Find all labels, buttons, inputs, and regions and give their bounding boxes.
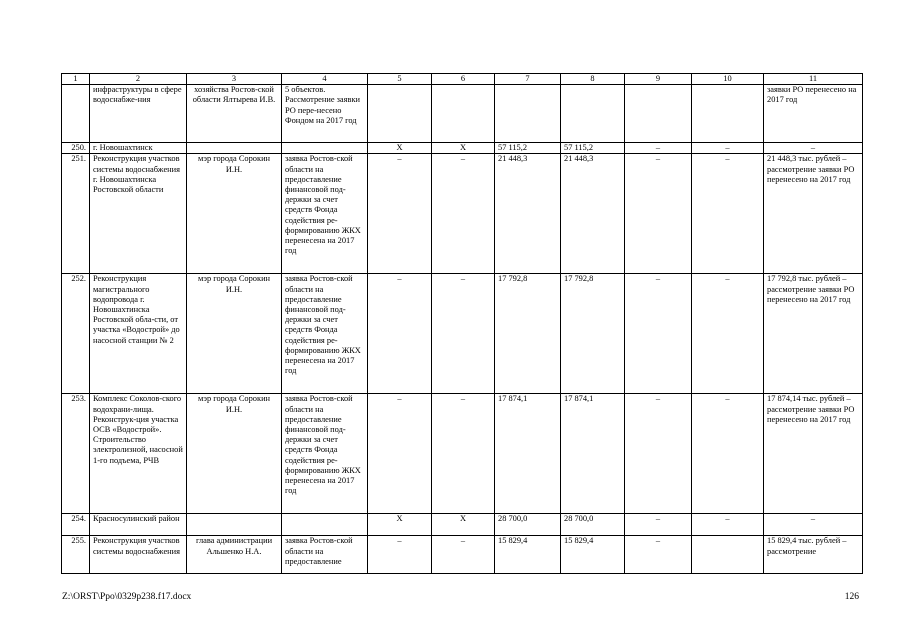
cell-col-10 <box>692 85 764 143</box>
cell-col-7: 57 115,2 <box>495 143 561 154</box>
cell-col-8: 57 115,2 <box>561 143 625 154</box>
cell-col-4: 5 объектов. Рассмотрение заявки РО пере-несено Фондом на 2017 год <box>282 85 368 143</box>
footer-file-path: Z:\ORST\Ppo\0329p238.f17.docx <box>62 592 192 602</box>
header-row <box>62 74 863 85</box>
cell-col-7: 15 829,4 <box>495 536 561 574</box>
cell-col-6: – <box>432 154 495 274</box>
cell-col-8 <box>561 85 625 143</box>
cell-col-3 <box>187 514 282 536</box>
cell-col-2: инфраструктуры в сфере водоснабже-ния <box>90 85 187 143</box>
cell-col-9: – <box>625 536 692 574</box>
cell-col-8: 17 874,1 <box>561 394 625 514</box>
cell-col-2: Реконструкция магистрального водопровода г. Новошахтинска Ростовской обла-сти, от участка «Водострой» до насосной станции № 2 <box>90 274 187 394</box>
header-cell-col-4: 4 <box>282 74 368 85</box>
cell-col-2: Красносулинский район <box>90 514 187 536</box>
cell-col-4: заявка Ростов-ской области на предоставление финансовой под-держки за счет средств Фонда содействия ре-формированию ЖКХ перенесена на 2017 год <box>282 274 368 394</box>
table-row <box>62 514 863 536</box>
table-row <box>62 154 863 274</box>
cell-col-3: мэр города Сорокин И.Н. <box>187 274 282 394</box>
cell-col-8: 17 792,8 <box>561 274 625 394</box>
cell-col-9: – <box>625 394 692 514</box>
cell-col-10: – <box>692 143 764 154</box>
cell-col-3: мэр города Сорокин И.Н. <box>187 154 282 274</box>
cell-col-3: глава администрации Альшенко Н.А. <box>187 536 282 574</box>
cell-col-5: X <box>368 143 432 154</box>
cell-col-1: 252. <box>62 274 90 394</box>
cell-col-11: – <box>764 143 863 154</box>
cell-col-1: 253. <box>62 394 90 514</box>
cell-col-4: заявка Ростов-ской области на предоставление <box>282 536 368 574</box>
cell-col-11: 17 792,8 тыс. рублей – рассмотрение заявки РО перенесено на 2017 год <box>764 274 863 394</box>
cell-col-3: хозяйства Ростов-ской области Ялтырева И.В. <box>187 85 282 143</box>
cell-col-1: 255. <box>62 536 90 574</box>
cell-col-10: – <box>692 154 764 274</box>
cell-col-10: – <box>692 514 764 536</box>
cell-col-8: 15 829,4 <box>561 536 625 574</box>
cell-col-5: – <box>368 536 432 574</box>
table-row <box>62 536 863 574</box>
cell-col-8: 21 448,3 <box>561 154 625 274</box>
cell-col-10: – <box>692 274 764 394</box>
table-row <box>62 143 863 154</box>
cell-col-3: мэр города Сорокин И.Н. <box>187 394 282 514</box>
cell-col-7: 28 700,0 <box>495 514 561 536</box>
cell-col-1: 254. <box>62 514 90 536</box>
cell-col-8: 28 700,0 <box>561 514 625 536</box>
cell-col-9: – <box>625 274 692 394</box>
table-row <box>62 394 863 514</box>
cell-col-5: X <box>368 514 432 536</box>
cell-col-9: – <box>625 143 692 154</box>
cell-col-6: X <box>432 143 495 154</box>
cell-col-2: г. Новошахтинск <box>90 143 187 154</box>
cell-col-2: Реконструкция участков системы водоснабжения г. Новошахтинска Ростовской области <box>90 154 187 274</box>
data-table <box>61 73 863 574</box>
header-cell-col-7: 7 <box>495 74 561 85</box>
header-cell-col-1: 1 <box>62 74 90 85</box>
cell-col-4: заявка Ростов-ской области на предоставление финансовой под-держки за счет средств Фонда содействия ре-формированию ЖКХ перенесена на 2017 год <box>282 154 368 274</box>
cell-col-1 <box>62 85 90 143</box>
cell-col-7: 17 792,8 <box>495 274 561 394</box>
cell-col-6: – <box>432 394 495 514</box>
cell-col-5 <box>368 85 432 143</box>
cell-col-3 <box>187 143 282 154</box>
cell-col-9 <box>625 85 692 143</box>
cell-col-11: 21 448,3 тыс. рублей – рассмотрение заявки РО перенесено на 2017 год <box>764 154 863 274</box>
cell-col-11: 15 829,4 тыс. рублей – рассмотрение <box>764 536 863 574</box>
cell-col-10 <box>692 536 764 574</box>
cell-col-7: 17 874,1 <box>495 394 561 514</box>
cell-col-11: заявки РО перенесено на 2017 год <box>764 85 863 143</box>
cell-col-9: – <box>625 514 692 536</box>
cell-col-5: – <box>368 394 432 514</box>
cell-col-2: Реконструкция участков системы водоснабжения <box>90 536 187 574</box>
header-cell-col-5: 5 <box>368 74 432 85</box>
cell-col-4 <box>282 143 368 154</box>
cell-col-6: – <box>432 536 495 574</box>
cell-col-11: 17 874,14 тыс. рублей – рассмотрение заявки РО перенесено на 2017 год <box>764 394 863 514</box>
cell-col-5: – <box>368 154 432 274</box>
cell-col-2: Комплекс Соколов-ского водохрани-лища. Реконструк-ция участка ОСВ «Водострой». Строительство электролизной, насосной 1-го подъема, РЧВ <box>90 394 187 514</box>
header-cell-col-3: 3 <box>187 74 282 85</box>
header-cell-col-10: 10 <box>692 74 764 85</box>
cell-col-6: X <box>432 514 495 536</box>
cell-col-11: – <box>764 514 863 536</box>
header-cell-col-8: 8 <box>561 74 625 85</box>
header-cell-col-6: 6 <box>432 74 495 85</box>
cell-col-4 <box>282 514 368 536</box>
cell-col-9: – <box>625 154 692 274</box>
header-cell-col-11: 11 <box>764 74 863 85</box>
cell-col-7 <box>495 85 561 143</box>
table-row <box>62 274 863 394</box>
cell-col-7: 21 448,3 <box>495 154 561 274</box>
header-cell-col-2: 2 <box>90 74 187 85</box>
cell-col-4: заявка Ростов-ской области на предоставление финансовой под-держки за счет средств Фонда содействия ре-формированию ЖКХ перенесена на 2017 год <box>282 394 368 514</box>
cell-col-1: 250. <box>62 143 90 154</box>
cell-col-5: – <box>368 274 432 394</box>
cell-col-6: – <box>432 274 495 394</box>
cell-col-10: – <box>692 394 764 514</box>
cell-col-1: 251. <box>62 154 90 274</box>
table-row <box>62 85 863 143</box>
cell-col-6 <box>432 85 495 143</box>
header-cell-col-9: 9 <box>625 74 692 85</box>
page-number: 126 <box>844 592 859 602</box>
